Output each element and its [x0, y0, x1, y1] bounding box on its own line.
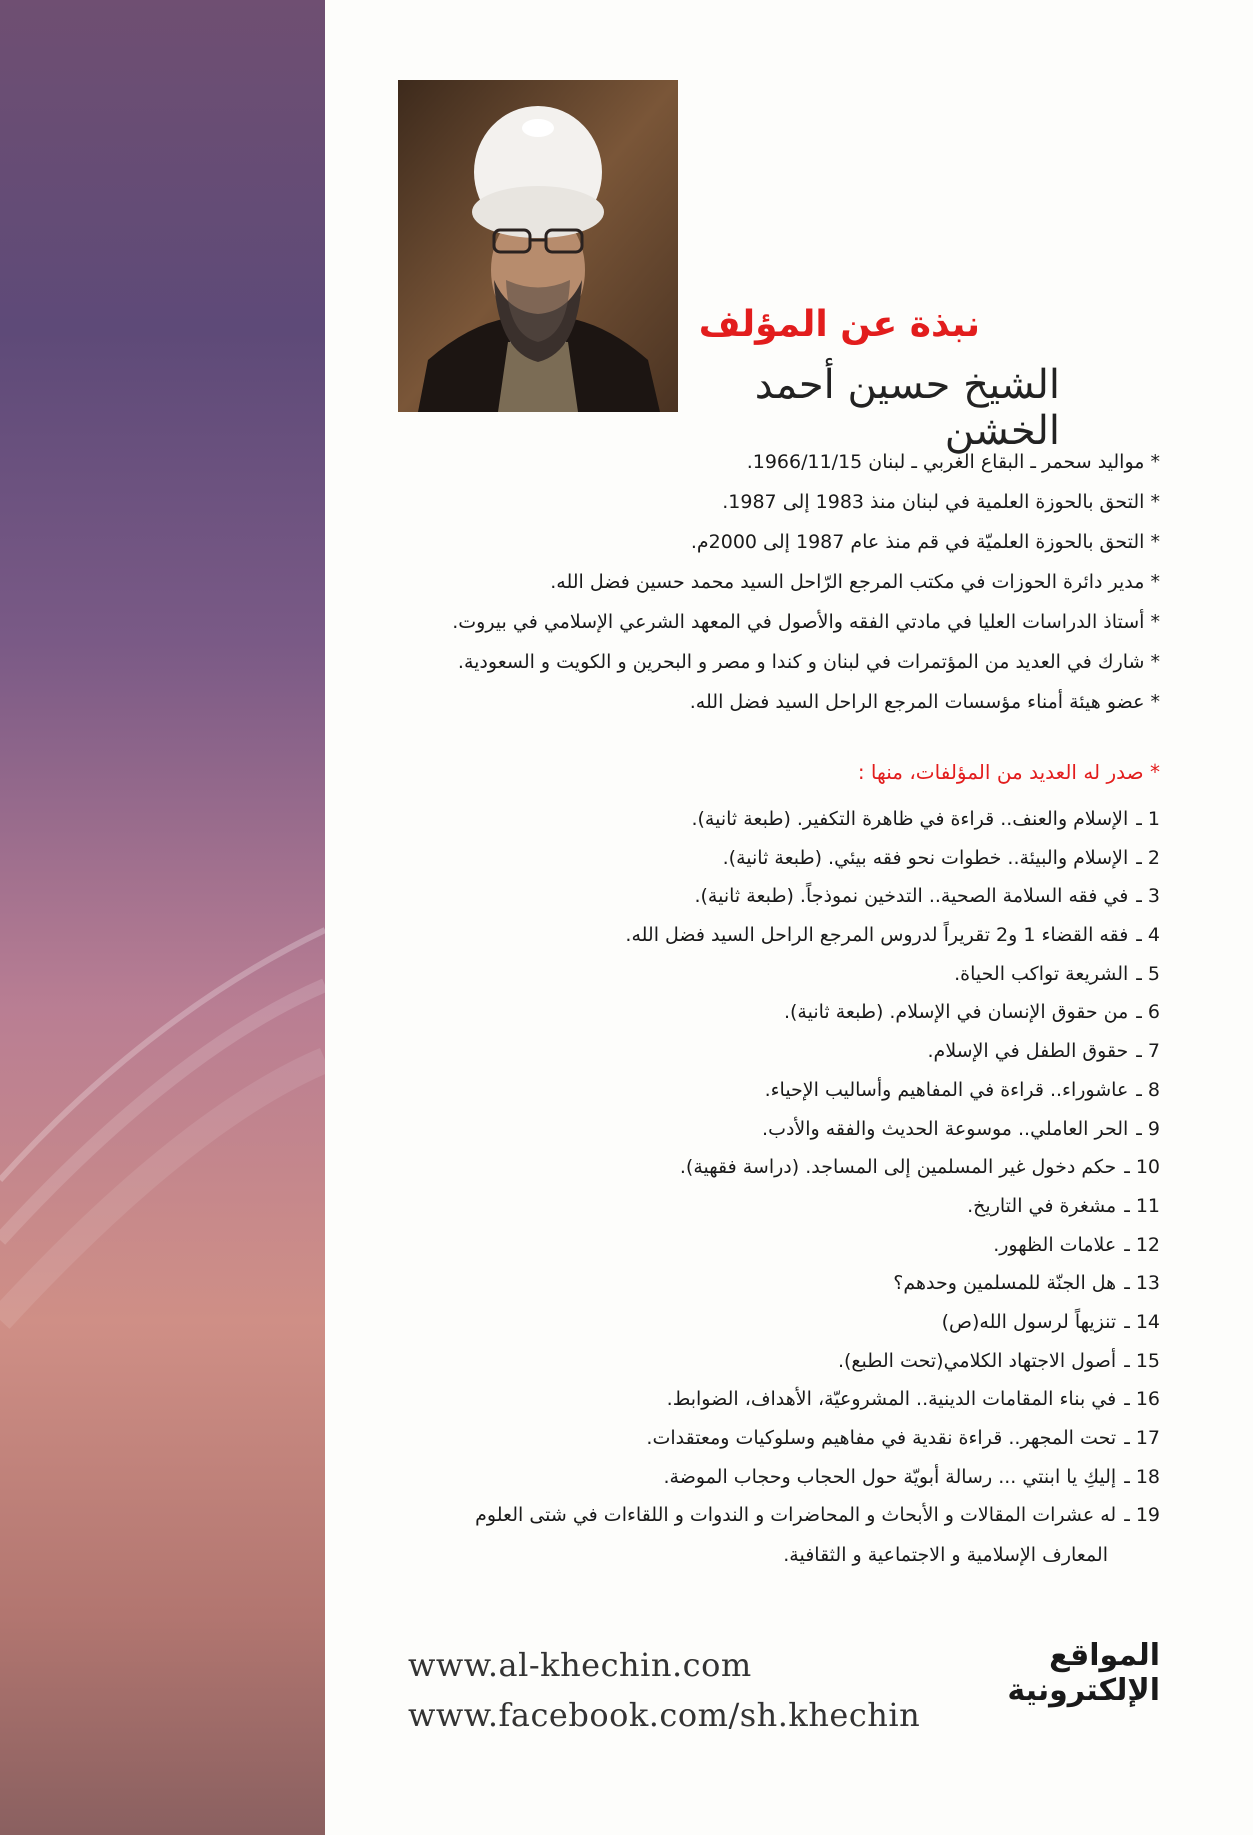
biography-list: [380, 442, 1160, 722]
websites-label: المواقع الإلكترونية: [1007, 1638, 1160, 1708]
swoosh-decoration: [0, 0, 325, 1835]
work-item-continuation: المعارف الإسلامية و الاجتماعية و الثقافية.: [783, 1544, 1108, 1567]
work-item: [380, 1264, 1160, 1303]
work-number: 7 ـ: [1136, 1040, 1160, 1063]
work-number: 3 ـ: [1136, 885, 1160, 908]
facebook-link[interactable]: www.facebook.com/sh.khechin: [408, 1696, 921, 1734]
work-title: الشريعة تواكب الحياة.: [954, 962, 1129, 985]
work-title: هل الجنّة للمسلمين وحدهم؟: [893, 1272, 1117, 1295]
work-title: حقوق الطفل في الإسلام.: [927, 1040, 1129, 1063]
website-link[interactable]: www.al-khechin.com: [408, 1646, 752, 1684]
work-number: 6 ـ: [1136, 1001, 1160, 1024]
work-number: 16 ـ: [1124, 1388, 1160, 1411]
work-item: [380, 1303, 1160, 1342]
work-title: له عشرات المقالات و الأبحاث و المحاضرات و الندوات و اللقاءات في شتى العلوم: [475, 1504, 1117, 1527]
work-number: 8 ـ: [1136, 1078, 1160, 1101]
work-title: في بناء المقامات الدينية.. المشروعيّة، الأهداف، الضوابط.: [666, 1388, 1117, 1411]
work-number: 4 ـ: [1136, 924, 1160, 947]
works-list: [380, 800, 1160, 1575]
work-number: 11 ـ: [1124, 1194, 1160, 1217]
work-title: الإسلام والبيئة.. خطوات نحو فقه بيئي. (طبعة ثانية).: [722, 846, 1129, 869]
work-number: 10 ـ: [1124, 1156, 1160, 1179]
work-item: [380, 1071, 1160, 1110]
work-item: [380, 955, 1160, 994]
section-title: نبذة عن المؤلف: [698, 304, 980, 345]
bio-line: * شارك في العديد من المؤتمرات في لبنان و كندا و مصر و البحرين و الكويت و السعودية.: [457, 651, 1160, 673]
decorative-side-band: [0, 0, 325, 1835]
works-heading: * صدر له العديد من المؤلفات، منها :: [857, 760, 1160, 784]
work-title: مشغرة في التاريخ.: [967, 1194, 1117, 1217]
work-title: في فقه السلامة الصحية.. التدخين نموذجاً. (طبعة ثانية).: [694, 885, 1129, 908]
work-item: [380, 800, 1160, 839]
work-item: [380, 916, 1160, 955]
work-title: الإسلام والعنف.. قراءة في ظاهرة التكفير. (طبعة ثانية).: [691, 808, 1129, 830]
work-number: 14 ـ: [1124, 1310, 1160, 1333]
work-item: [380, 877, 1160, 916]
work-title: الحر العاملي.. موسوعة الحديث والفقه والأدب.: [762, 1117, 1129, 1140]
work-title: إليكِ يا ابنتي ... رسالة أبويّة حول الحجاب وحجاب الموضة.: [663, 1465, 1117, 1488]
work-item: [380, 1110, 1160, 1149]
author-name: الشيخ حسين أحمد الخشن: [754, 362, 1060, 454]
work-number: 2 ـ: [1136, 846, 1160, 869]
work-number: 13 ـ: [1124, 1272, 1160, 1295]
work-number: 18 ـ: [1124, 1465, 1160, 1488]
work-number: 19 ـ: [1124, 1504, 1160, 1527]
work-item: [380, 839, 1160, 878]
author-portrait: [398, 80, 678, 412]
work-number: 12 ـ: [1124, 1233, 1160, 1256]
work-item: [380, 1187, 1160, 1226]
bio-line: * التحق بالحوزة العلمية في لبنان منذ 1983 إلى 1987.: [722, 491, 1160, 513]
work-number: 15 ـ: [1124, 1349, 1160, 1372]
work-title: فقه القضاء 1 و2 تقريراً لدروس المرجع الراحل السيد فضل الله.: [625, 924, 1129, 947]
work-title: تنزيهاً لرسول الله(ص): [941, 1310, 1117, 1333]
work-title: تحت المجهر.. قراءة نقدية في مفاهيم وسلوكيات ومعتقدات.: [646, 1427, 1117, 1449]
work-item: [380, 1419, 1160, 1458]
work-number: 1 ـ: [1136, 808, 1160, 830]
work-item: [380, 993, 1160, 1032]
work-number: 17 ـ: [1124, 1427, 1160, 1449]
work-number: 9 ـ: [1136, 1117, 1160, 1140]
work-item: [380, 1226, 1160, 1265]
bio-line: * عضو هيئة أمناء مؤسسات المرجع الراحل السيد فضل الله.: [689, 691, 1160, 713]
bio-line: * التحق بالحوزة العلميّة في قم منذ عام 1987 إلى 2000م.: [690, 531, 1160, 553]
bio-line: * مدير دائرة الحوزات في مكتب المرجع الرّاحل السيد محمد حسين فضل الله.: [550, 571, 1160, 593]
work-title: عاشوراء.. قراءة في المفاهيم وأساليب الإحياء.: [764, 1078, 1129, 1101]
work-title: أصول الاجتهاد الكلامي(تحت الطبع).: [837, 1349, 1117, 1372]
work-item: [380, 1342, 1160, 1381]
work-item: [380, 1380, 1160, 1419]
work-item: [380, 1496, 1160, 1535]
work-item: [380, 1148, 1160, 1187]
work-number: 5 ـ: [1136, 962, 1160, 985]
work-item: [380, 1458, 1160, 1497]
work-title: من حقوق الإنسان في الإسلام. (طبعة ثانية).: [783, 1001, 1129, 1024]
work-item: [380, 1032, 1160, 1071]
bio-line: * مواليد سحمر ـ البقاع الغربي ـ لبنان 1966/11/15.: [746, 451, 1160, 473]
work-title: حكم دخول غير المسلمين إلى المساجد. (دراسة فقهية).: [679, 1156, 1117, 1179]
bio-line: * أستاذ الدراسات العليا في مادتي الفقه والأصول في المعهد الشرعي الإسلامي في بيروت.: [452, 611, 1160, 633]
work-title: علامات الظهور.: [993, 1233, 1117, 1256]
